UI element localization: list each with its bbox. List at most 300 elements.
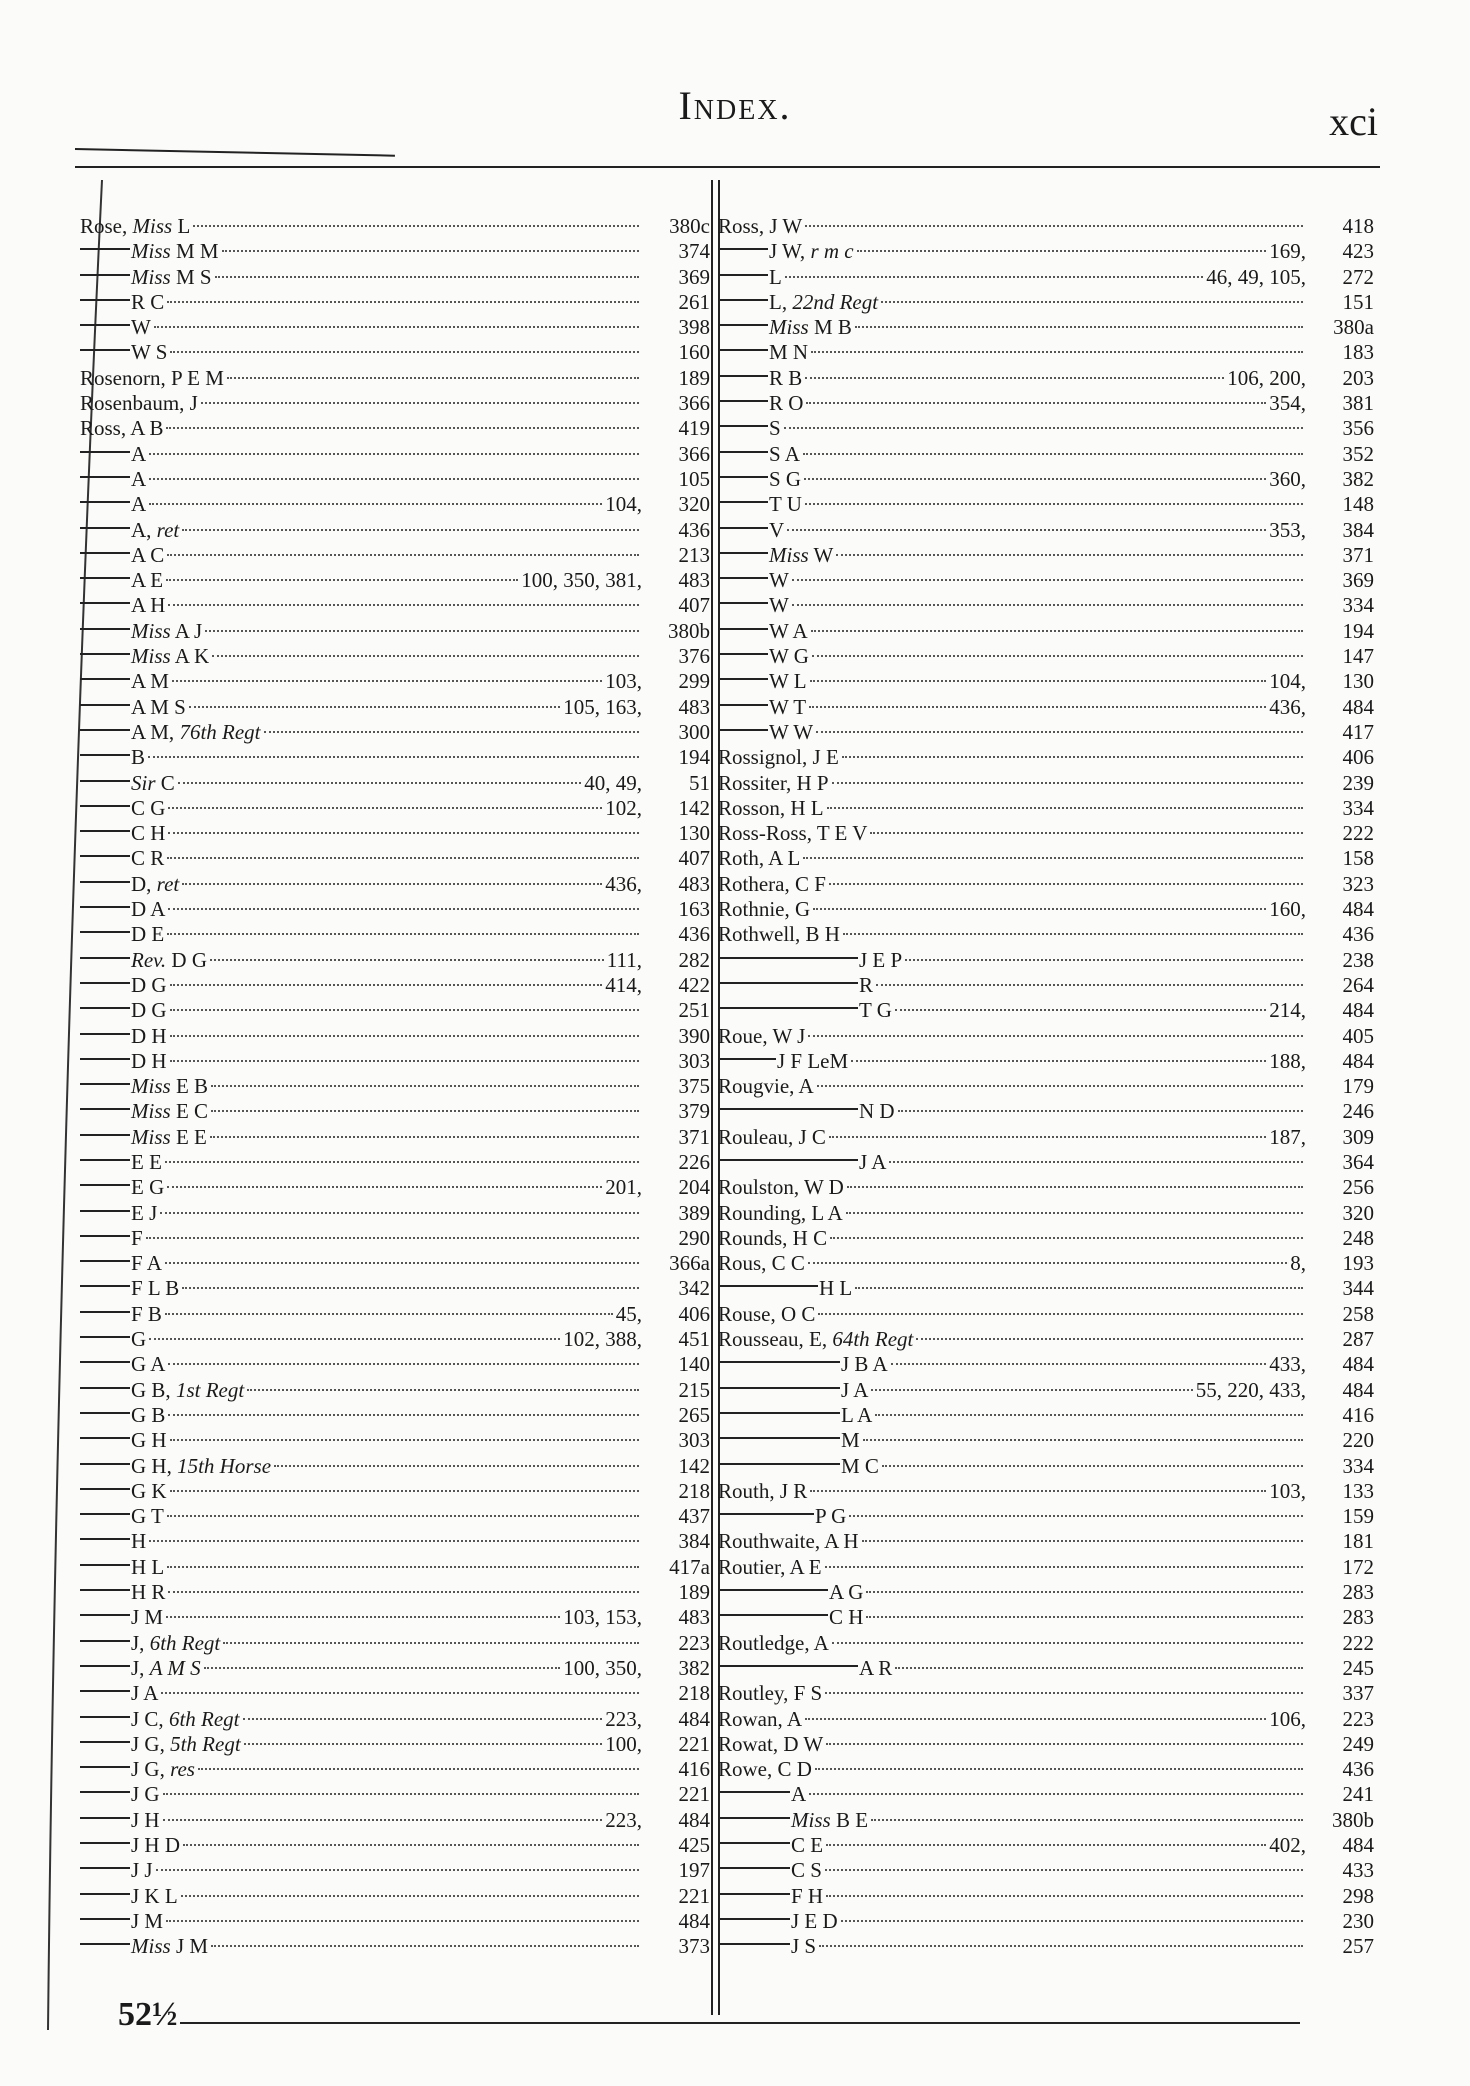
index-entry [80, 1833, 710, 1858]
index-entry [80, 821, 710, 846]
extra-page-refs: 100, [605, 1731, 642, 1756]
ditto-dash [80, 1235, 130, 1238]
dot-leader [875, 1408, 1303, 1416]
entry-title-italic: 1st Regt [175, 1377, 245, 1402]
dot-leader [826, 1838, 1266, 1846]
page-ref: 334 [1342, 795, 1374, 820]
entry-name-text: Roulston, W D [718, 1175, 844, 1200]
dot-leader [810, 674, 1267, 682]
dot-leader [817, 1079, 1303, 1087]
ditto-dash [718, 1463, 840, 1466]
entry-name-text: G [131, 1327, 147, 1352]
index-entry [718, 1909, 1374, 1934]
entry-name [131, 518, 179, 543]
index-entry [718, 315, 1374, 340]
entry-name-text: Rous, C C [718, 1251, 805, 1276]
dot-leader [168, 801, 602, 809]
page-ref: 366a [669, 1251, 710, 1276]
page-ref: 484 [1342, 1048, 1374, 1073]
page-ref: 389 [678, 1200, 710, 1225]
ditto-dash [718, 628, 768, 631]
entry-name-text: W G [769, 644, 809, 669]
entry-name-text: Rothera, C F [718, 871, 826, 896]
index-entry [718, 1858, 1374, 1883]
entry-name-text: G T [131, 1504, 164, 1529]
index-entry [80, 239, 710, 264]
page-ref: 193 [1342, 1251, 1374, 1276]
page-ref: 337 [1342, 1681, 1374, 1706]
page-ref: 309 [1342, 1124, 1374, 1149]
entry-name [718, 897, 810, 922]
dot-leader [812, 649, 1303, 657]
ditto-dash [80, 1387, 130, 1390]
ditto-dash [718, 1513, 814, 1516]
ditto-dash [80, 704, 130, 707]
index-entry [80, 619, 710, 644]
ditto-dash [718, 1159, 858, 1162]
dot-leader [857, 244, 1267, 252]
dot-leader [784, 421, 1303, 429]
index-entry [718, 1251, 1374, 1276]
index-entry [80, 796, 710, 821]
page-ref: 418 [1342, 214, 1374, 238]
index-entry [80, 1909, 710, 1934]
page-ref: 364 [1342, 1149, 1374, 1174]
page-ref: 300 [678, 719, 710, 744]
index-entry [718, 518, 1374, 543]
dot-leader [168, 902, 639, 910]
extra-page-refs: 106, [1269, 1706, 1306, 1731]
ditto-dash [718, 1943, 790, 1946]
page-ref: 221 [678, 1782, 710, 1807]
dot-leader [146, 1231, 639, 1239]
entry-name [131, 1732, 241, 1757]
ditto-dash [718, 678, 768, 681]
dot-leader [168, 826, 639, 834]
index-entry [80, 467, 710, 492]
dot-leader [813, 902, 1266, 910]
page-ref: 148 [1342, 492, 1374, 517]
ditto-dash [718, 1918, 790, 1921]
page-ref: 484 [1342, 897, 1374, 922]
index-entry [80, 593, 710, 618]
entry-name-text: H L [131, 1554, 165, 1579]
extra-page-refs: 104, [1269, 669, 1306, 694]
page-ref: 220 [1342, 1428, 1374, 1453]
index-entry [718, 1428, 1374, 1453]
entry-name-text: Rowe, C D [718, 1757, 812, 1782]
index-entry [718, 1529, 1374, 1554]
page-ref: 381 [1342, 391, 1374, 416]
ditto-dash [718, 1361, 840, 1364]
page-ref: 380b [1332, 1807, 1374, 1832]
dot-leader [916, 1332, 1303, 1340]
entry-name [718, 1175, 844, 1200]
ditto-dash [80, 1589, 130, 1592]
extra-page-refs: 436, [1269, 694, 1306, 719]
page-ref: 483 [678, 694, 710, 719]
page-ref: 422 [678, 972, 710, 997]
dot-leader [806, 396, 1266, 404]
index-entry [718, 1707, 1374, 1732]
ditto-dash [80, 1210, 130, 1213]
page-ref: 436 [1342, 1757, 1374, 1782]
entry-name [131, 1074, 208, 1099]
page-ref: 287 [1342, 1327, 1374, 1352]
dot-leader [211, 1104, 639, 1112]
dot-leader [167, 851, 639, 859]
entry-name [859, 998, 892, 1023]
ditto-dash [80, 1640, 130, 1643]
index-entry [718, 821, 1374, 846]
entry-name [131, 340, 167, 365]
page-ref: 248 [1342, 1225, 1374, 1250]
entry-title-italic: Miss [132, 214, 173, 238]
dot-leader [804, 472, 1266, 480]
entry-name [718, 1201, 843, 1226]
dot-leader [189, 700, 560, 708]
page-ref: 406 [678, 1301, 710, 1326]
entry-name-text: N D [859, 1099, 895, 1124]
index-entry [80, 315, 710, 340]
ditto-dash [80, 1311, 130, 1314]
entry-title-italic: Miss [131, 239, 171, 264]
ditto-dash [718, 1791, 790, 1794]
ditto-dash [718, 1007, 858, 1010]
ditto-dash [80, 451, 130, 454]
index-entry [718, 1201, 1374, 1226]
dot-leader [170, 1433, 639, 1441]
ditto-dash [80, 1918, 130, 1921]
entry-name-text: R [859, 972, 874, 997]
index-entry [80, 846, 710, 871]
entry-name-text: D G [131, 998, 167, 1023]
page-ref: 384 [678, 1529, 710, 1554]
ditto-dash [718, 1867, 790, 1870]
ditto-dash [80, 1083, 130, 1086]
page-ref: 221 [678, 1731, 710, 1756]
page-ref: 344 [1342, 1276, 1374, 1301]
entry-title-italic: 22nd Regt [792, 289, 879, 314]
page-ref: 371 [678, 1124, 710, 1149]
dot-leader [201, 396, 639, 404]
entry-name [841, 1428, 860, 1453]
entry-name [80, 214, 190, 239]
ditto-dash [718, 349, 768, 352]
extra-page-refs: 223, [605, 1807, 642, 1832]
page-ref: 282 [678, 947, 710, 972]
entry-name [131, 1580, 165, 1605]
entry-name [131, 467, 146, 492]
page-ref: 366 [678, 391, 710, 416]
entry-name-text: Rothwell, B H [718, 922, 840, 947]
entry-name [718, 1681, 822, 1706]
index-entry [80, 771, 710, 796]
index-entry [718, 1732, 1374, 1757]
index-entry [80, 1125, 710, 1150]
page-ref: 484 [1342, 998, 1374, 1023]
dot-leader [160, 1206, 639, 1214]
entry-name-text: A M, [131, 719, 180, 744]
index-entry [80, 1201, 710, 1226]
page-ref: 215 [678, 1377, 710, 1402]
footer-rule [180, 2022, 1300, 2024]
entry-name [777, 1049, 848, 1074]
entry-name [859, 1099, 895, 1124]
index-entry [80, 1454, 710, 1479]
page-ref: 342 [678, 1276, 710, 1301]
extra-page-refs: 45, [615, 1301, 642, 1326]
entry-name-rest: B E [830, 1807, 869, 1832]
entry-name-text: W [131, 315, 151, 340]
entry-name-text: W W [769, 719, 814, 744]
page-ref: 334 [1342, 1453, 1374, 1478]
entry-name-text: J W, [769, 239, 811, 264]
extra-page-refs: 223, [605, 1706, 642, 1731]
ditto-dash [80, 1260, 130, 1263]
ditto-dash [80, 527, 130, 530]
dot-leader [846, 1206, 1303, 1214]
entry-name-text: Routhwaite, A H [718, 1529, 859, 1554]
index-entry [80, 1782, 710, 1807]
dot-leader [165, 1155, 639, 1163]
entry-name [80, 391, 198, 416]
dot-leader [803, 851, 1303, 859]
ditto-dash [718, 1412, 840, 1415]
index-entry [80, 340, 710, 365]
index-entry [718, 1782, 1374, 1807]
dot-leader [811, 624, 1303, 632]
index-entry [718, 1403, 1374, 1428]
page-title: Index. [678, 83, 792, 128]
dot-leader [247, 1383, 639, 1391]
ditto-dash [80, 1817, 130, 1820]
page-ref: 265 [678, 1402, 710, 1427]
page-ref: 484 [1342, 694, 1374, 719]
ditto-dash [718, 501, 768, 504]
ditto-dash [718, 1842, 790, 1845]
entry-name-text: H [131, 1529, 147, 1554]
entry-name-text: J G, [131, 1757, 171, 1782]
entry-name-text: E J [131, 1200, 158, 1225]
entry-title-italic: 76th Regt [179, 719, 261, 744]
dot-leader [792, 573, 1303, 581]
ditto-dash [80, 476, 130, 479]
dot-leader [166, 573, 518, 581]
page-ref: 433 [1342, 1858, 1374, 1883]
page-ref: 246 [1342, 1099, 1374, 1124]
entry-name-text: Routledge, A [718, 1630, 829, 1655]
entry-name-text: F [131, 1225, 143, 1250]
entry-title-italic: 15th Horse [177, 1453, 272, 1478]
entry-title-italic: Sir [131, 770, 156, 795]
page-ref: 258 [1342, 1301, 1374, 1326]
entry-name [131, 771, 175, 796]
dot-leader [210, 1130, 639, 1138]
entry-name [718, 821, 867, 846]
entry-name-text: S G [769, 466, 802, 491]
entry-title-italic: Miss [131, 1124, 171, 1149]
dot-leader [243, 1712, 603, 1720]
page-ref: 257 [1342, 1934, 1374, 1959]
dot-leader [223, 1636, 639, 1644]
dot-leader [809, 1787, 1303, 1795]
entry-name-text: A C [131, 542, 165, 567]
dot-leader [166, 1610, 560, 1618]
index-entry [718, 973, 1374, 998]
entry-name [859, 1656, 892, 1681]
page-ref: 256 [1342, 1175, 1374, 1200]
index-entry [80, 644, 710, 669]
extra-page-refs: 100, 350, [563, 1655, 642, 1680]
entry-name [131, 593, 165, 618]
entry-name [131, 1049, 167, 1074]
entry-name-text: D H [131, 1023, 167, 1048]
entry-name-text: L [769, 264, 782, 289]
index-entry [718, 771, 1374, 796]
ditto-dash [80, 1412, 130, 1415]
entry-name-text: A M S [131, 694, 186, 719]
entry-name [131, 1454, 271, 1479]
ditto-dash [718, 1437, 840, 1440]
index-entry [80, 720, 710, 745]
entry-name [131, 1201, 157, 1226]
dot-leader [170, 1029, 639, 1037]
extra-page-refs: 187, [1269, 1124, 1306, 1149]
dot-leader [809, 700, 1266, 708]
index-entry [80, 1403, 710, 1428]
entry-name-rest: M M [170, 239, 219, 264]
index-entry [718, 340, 1374, 365]
dot-leader [148, 750, 639, 758]
ditto-dash [718, 729, 768, 732]
dot-leader [170, 978, 603, 986]
dot-leader [149, 497, 602, 505]
page-ref: 407 [678, 846, 710, 871]
extra-page-refs: 436, [605, 871, 642, 896]
dot-leader [166, 421, 639, 429]
entry-name-text: J A [859, 1149, 887, 1174]
index-entry [80, 1681, 710, 1706]
index-entry [80, 1555, 710, 1580]
entry-name-text: J, [131, 1655, 150, 1680]
ditto-dash [80, 274, 130, 277]
page-ref: 303 [678, 1428, 710, 1453]
entry-title-italic: r m c [810, 239, 854, 264]
page-ref: 423 [1342, 239, 1374, 264]
entry-name-rest: A J [170, 618, 203, 643]
entry-title-italic: Miss [131, 1934, 171, 1959]
entry-name [769, 239, 854, 264]
page-ref: 194 [1342, 618, 1374, 643]
entry-name-text: C H [131, 821, 166, 846]
entry-name [769, 340, 808, 365]
page-ref: 320 [678, 492, 710, 517]
entry-title-italic: Miss [131, 618, 171, 643]
dot-leader [167, 1509, 639, 1517]
index-entry [80, 1327, 710, 1352]
page-ref: 417 [1342, 719, 1374, 744]
dot-leader [825, 1863, 1303, 1871]
index-entry [718, 568, 1374, 593]
ditto-dash [80, 1513, 130, 1516]
entry-name-text: Routier, A E [718, 1554, 822, 1579]
page-ref: 221 [678, 1883, 710, 1908]
dot-leader [895, 1661, 1303, 1669]
entry-name [131, 720, 261, 745]
entry-name-text: A E [131, 568, 164, 593]
entry-title-italic: 6th Regt [168, 1706, 240, 1731]
entry-name-text: W T [769, 694, 807, 719]
index-entry [718, 1580, 1374, 1605]
entry-name-text: G H, [131, 1453, 178, 1478]
index-entry [80, 543, 710, 568]
index-entry [80, 214, 710, 239]
entry-name [131, 1150, 162, 1175]
page-ref: 158 [1342, 846, 1374, 871]
dot-leader [826, 1737, 1303, 1745]
dot-leader [165, 1256, 639, 1264]
entry-name [131, 973, 167, 998]
ditto-dash [80, 1159, 130, 1162]
page-ref: 376 [678, 644, 710, 669]
ditto-dash [718, 1614, 828, 1617]
page-ref: 406 [1342, 745, 1374, 770]
index-column-right [718, 214, 1374, 1959]
index-entry [718, 593, 1374, 618]
ditto-dash [718, 299, 768, 302]
index-entry [80, 1858, 710, 1883]
index-entry [80, 745, 710, 770]
entry-name [718, 922, 840, 947]
entry-name [769, 644, 809, 669]
entry-name [131, 1605, 163, 1630]
page-ref: 484 [678, 1807, 710, 1832]
page-ref: 379 [678, 1099, 710, 1124]
dot-leader [163, 1787, 639, 1795]
extra-page-refs: 102, [605, 795, 642, 820]
page-ref: 366 [678, 441, 710, 466]
entry-name [131, 619, 202, 644]
dot-leader [866, 1585, 1303, 1593]
index-entry [718, 1656, 1374, 1681]
entry-name [131, 897, 165, 922]
page-ref: 147 [1342, 644, 1374, 669]
dot-leader [843, 927, 1303, 935]
index-entry [718, 442, 1374, 467]
extra-page-refs: 106, 200, [1227, 365, 1306, 390]
index-entry [80, 442, 710, 467]
entry-name-text: Rothnie, G [718, 897, 811, 922]
entry-name-text: J A [131, 1681, 159, 1706]
entry-name [791, 1858, 822, 1883]
dot-leader [792, 598, 1303, 606]
entry-name-rest: A K [170, 644, 210, 669]
index-entry [718, 796, 1374, 821]
entry-title-italic: Miss [131, 1074, 171, 1099]
entry-name-text: J M [131, 1605, 164, 1630]
ditto-dash [718, 1058, 776, 1061]
index-entry [80, 1884, 710, 1909]
entry-name [131, 568, 163, 593]
ditto-dash [80, 1564, 130, 1567]
entry-name [131, 315, 151, 340]
page-ref: 483 [678, 871, 710, 896]
extra-page-refs: 111, [606, 947, 642, 972]
ditto-dash [80, 299, 130, 302]
dot-leader [829, 877, 1303, 885]
entry-name-text: P G [815, 1504, 847, 1529]
